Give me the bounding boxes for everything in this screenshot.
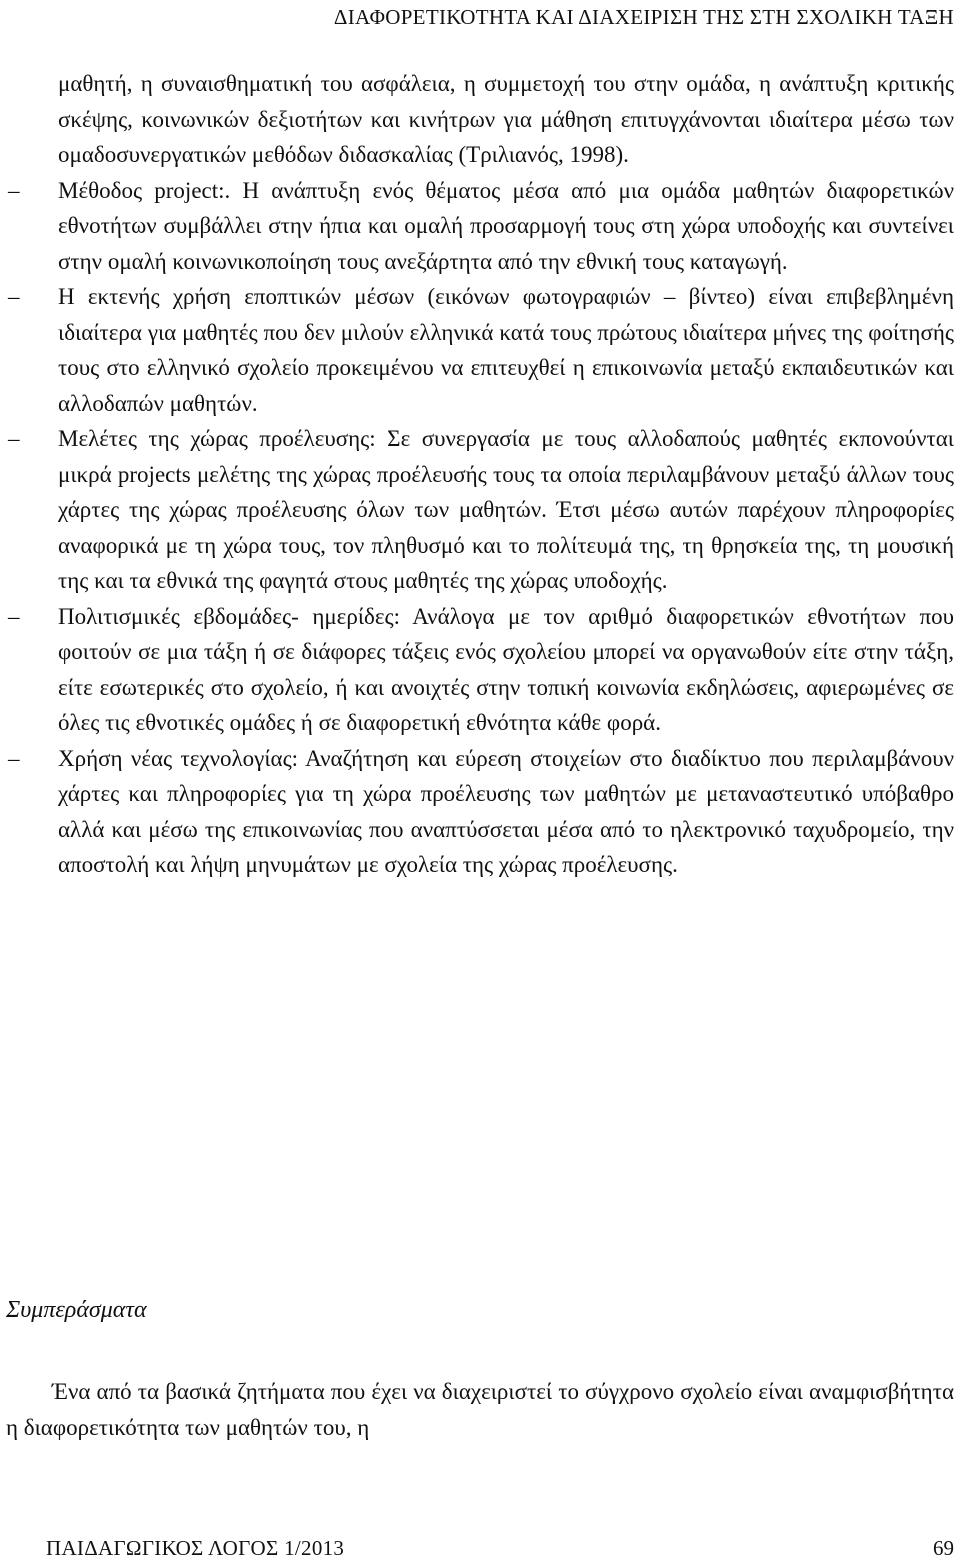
bullet-text: Χρήση νέας τεχνολογίας: Αναζήτηση και εύρεση στοιχείων στο διαδίκτυο που περιλαμβάνουν χάρτες και πληροφορίες για τη χώρα προέλευσης των μαθητών με μεταναστευτικό υπόβαθρο αλλά και μέσω της επικοινωνίας που αναπτύσσεται μέσα από το ηλεκτρονικό ταχυδρομείο, την αποστολή και λήψη μηνυμάτων με σχολεία της χώρας προέλευσης. xyxy=(58,745,954,877)
bullet-text: Η εκτενής χρήση εποπτικών μέσων (εικόνων φωτογραφιών – βίντεο) είναι επιβεβλημένη ιδιαίτερα για μαθητές που δεν μιλούν ελληνικά κατά τους πρώτους ιδιαίτερα μήνες της φοίτησής τους στο ελληνικό σχολείο προκειμένου να επιτευχθεί η επικοινωνία μεταξύ εκπαιδευτικών και αλλοδαπών μαθητών. xyxy=(58,284,954,416)
page-number: 69 xyxy=(933,1536,954,1560)
dash-bullet-icon: – xyxy=(8,426,20,451)
bullet-item-visual-aids xyxy=(8,279,954,421)
running-header: ΔΙΑΦΟΡΕΤΙΚΟΤΗΤΑ ΚΑΙ ΔΙΑΧΕΙΡΙΣΗ ΤΗΣ ΣΤΗ ΣΧΟΛΙΚΗ ΤΑΞΗ xyxy=(333,5,954,29)
dash-bullet-icon: – xyxy=(8,177,20,203)
dash-bullet-icon: – xyxy=(8,284,20,309)
conclusions-paragraph: Ένα από τα βασικά ζητήματα που έχει να διαχειριστεί το σύγχρονο σχολείο είναι αναμφισβήτητα η διαφορετικότητα των μαθητών του, η xyxy=(6,1379,954,1440)
bullet-item-country-studies xyxy=(8,421,954,599)
dash-bullet-icon: – xyxy=(8,603,20,629)
footer-journal-title: ΠΑΙΔΑΓΩΓΙΚΟΣ ΛΟΓΟΣ 1/2013 xyxy=(46,1536,345,1560)
bullet-item-new-technology xyxy=(8,741,954,883)
bullet-text: Μελέτες της χώρας προέλευσης: Σε συνεργασία με τους αλλοδαπούς μαθητές εκπονούνται μικρά projects μελέτης της χώρας προέλευσής τους τα οποία περιλαμβάνουν μεταξύ άλλων τους χάρτες της χώρας προέλευσης όλων των μαθητών. Έτσι μέσω αυτών παρέχουν πληροφορίες αναφορικά με τη χώρα τους, τον πληθυσμό και το πολίτευμά της, τη θρησκεία της, τη μουσική της και τα εθνικά της φαγητά στους μαθητές της χώρας υποδοχής. xyxy=(58,426,954,593)
dash-bullet-icon: – xyxy=(8,745,20,771)
continuation-paragraph: μαθητή, η συναισθηματική του ασφάλεια, η συμμετοχή του στην ομάδα, η ανάπτυξη κριτικής σκέψης, κοινωνικών δεξιοτήτων και κινήτρων για μάθηση επιτυγχάνονται ιδιαίτερα μέσω των ομαδοσυνεργατικών μεθόδων διδασκαλίας (Τριλιανός, 1998). xyxy=(58,71,954,167)
bullet-item-project-method xyxy=(8,173,954,280)
main-text xyxy=(8,66,954,883)
bullet-text: Πολιτισμικές εβδομάδες- ημερίδες: Ανάλογα με τον αριθμό διαφορετικών εθνοτήτων που φοιτούν σε μια τάξη ή σε διάφορες τάξεις ενός σχολείου μπορεί να οργανωθούν είτε στην τάξη, είτε εσωτερικές στο σχολείο, ή και ανοιχτές στην τοπική κοινωνία εκδηλώσεις, αφιερωμένες σε όλες τις εθνοτικές ομάδες ή σε διαφορετική εθνότητα κάθε φορά. xyxy=(58,603,954,735)
bullet-text: Μέθοδος project:. Η ανάπτυξη ενός θέματος μέσα από μια ομάδα μαθητών διαφορετικών εθνοτήτων συμβάλλει στην ήπια και ομαλή προσαρμογή τους στη χώρα υποδοχής και συντείνει στην ομαλή κοινωνικοποίηση τους ανεξάρτητα από την εθνική τους καταγωγή. xyxy=(58,177,954,274)
section-heading-conclusions: Συμπεράσματα xyxy=(6,1297,147,1323)
bullet-item-cultural-weeks xyxy=(8,599,954,741)
